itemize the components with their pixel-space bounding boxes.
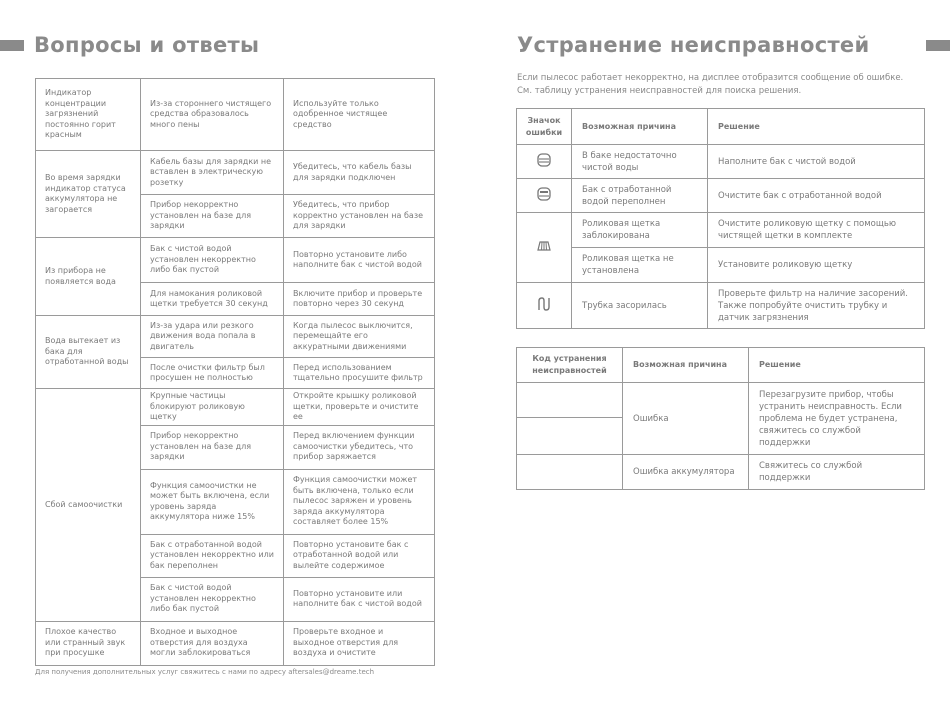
header-code: Код устранения неисправностей	[517, 348, 623, 383]
header-cause: Возможная причина	[572, 109, 708, 145]
faq-cause: Прибор некорректно установлен на базе для зарядки	[141, 425, 284, 469]
faq-symptom: Вода вытекает из бака для отработанной воды	[36, 316, 141, 389]
faq-solution: Откройте крышку роликовой щетки, проверьте и очистите ее	[284, 389, 435, 426]
faq-cause: Из-за удара или резкого движения вода попала в двигатель	[141, 316, 284, 358]
faq-solution: Используйте только одобренное чистящее средство	[284, 79, 435, 151]
table-row	[36, 151, 435, 195]
faq-cause: Бак с чистой водой установлен некорректно либо бак пустой	[141, 238, 284, 283]
faq-symptom: Плохое качество или странный звук при просушке	[36, 621, 141, 665]
table-row	[517, 179, 925, 213]
faq-solution: Убедитесь, что кабель базы для зарядки подключен	[284, 151, 435, 195]
error-cause: Ошибка аккумулятора	[623, 455, 749, 490]
header-icon: Значок ошибки	[517, 109, 572, 145]
intro-text: Если пылесос работает некорректно, на дисплее отобразится сообщение об ошибке. См. таблицу устранения неисправностей для поиска решения.	[517, 73, 904, 96]
table-row	[36, 79, 435, 151]
faq-cause: Из-за стороннего чистящего средства образовалось много пены	[141, 79, 284, 151]
faq-solution: Перед включением функции самоочистки убедитесь, что прибор заряжается	[284, 425, 435, 469]
faq-symptom: Из прибора не появляется вода	[36, 238, 141, 316]
table-header-row	[517, 348, 925, 383]
faq-solution: Когда пылесос выключится, перемещайте его аккуратными движениями	[284, 316, 435, 358]
table-row	[36, 238, 435, 283]
roller-brush-icon	[517, 213, 572, 283]
faq-symptom: Сбой самоочистки	[36, 389, 141, 622]
faq-solution: Повторно установите или наполните бак с чистой водой	[284, 577, 435, 621]
faq-title: Вопросы и ответы	[34, 33, 260, 57]
header-solution: Решение	[708, 109, 925, 145]
error-cause: В баке недостаточно чистой воды	[572, 145, 708, 179]
clean-tank-icon	[517, 145, 572, 179]
error-solution: Установите роликовую щетку	[708, 248, 925, 283]
error-icon-table	[516, 108, 925, 329]
error-cause: Ошибка	[623, 383, 749, 455]
error-solution: Проверьте фильтр на наличие засорений. Также попробуйте очистить трубку и датчик загрязнения	[708, 283, 925, 329]
header-solution: Решение	[749, 348, 925, 383]
error-cause: Бак с отработанной водой переполнен	[572, 179, 708, 213]
table-row	[517, 145, 925, 179]
faq-cause: После очистки фильтр был просушен не полностью	[141, 358, 284, 389]
table-row	[517, 283, 925, 329]
faq-cause: Крупные частицы блокируют роликовую щетку	[141, 389, 284, 426]
header-cause: Возможная причина	[623, 348, 749, 383]
pipe-icon	[517, 283, 572, 329]
faq-solution: Повторно установите либо наполните бак с чистой водой	[284, 238, 435, 283]
error-solution: Очистите бак с отработанной водой	[708, 179, 925, 213]
table-row	[36, 389, 435, 426]
faq-cause: Входное и выходное отверстия для воздуха могли заблокироваться	[141, 621, 284, 665]
faq-cause: Бак с отработанной водой установлен некорректно или бак переполнен	[141, 534, 284, 577]
faq-solution: Функция самоочистки может быть включена, только если пылесос заряжен и уровень заряда аккумулятора составляет более 15%	[284, 469, 435, 534]
error-code-table	[516, 347, 925, 490]
table-row	[517, 455, 925, 490]
error-cause: Роликовая щетка заблокирована	[572, 213, 708, 248]
error-code-cell	[517, 455, 623, 490]
faq-symptom: Индикатор концентрации загрязнений постоянно горит красным	[36, 79, 141, 151]
error-code-cell	[517, 383, 623, 418]
faq-solution: Включите прибор и проверьте повторно через 30 секунд	[284, 283, 435, 316]
table-header-row	[517, 109, 925, 145]
error-solution: Свяжитесь со службой поддержки	[749, 455, 925, 490]
faq-table	[35, 78, 435, 666]
error-solution: Наполните бак с чистой водой	[708, 145, 925, 179]
faq-cause: Кабель базы для зарядки не вставлен в электрическую розетку	[141, 151, 284, 195]
dirty-tank-icon	[517, 179, 572, 213]
error-solution: Перезагрузите прибор, чтобы устранить неисправность. Если проблема не будет устранена, свяжитесь со службой поддержки	[749, 383, 925, 455]
faq-solution: Перед использованием тщательно просушите фильтр	[284, 358, 435, 389]
table-row	[36, 621, 435, 665]
faq-solution: Проверьте входное и выходное отверстия для воздуха и очистите	[284, 621, 435, 665]
section-marker-right	[926, 40, 950, 51]
error-code-cell	[517, 418, 623, 455]
table-row	[517, 383, 925, 418]
table-row	[36, 316, 435, 358]
faq-cause: Прибор некорректно установлен на базе для зарядки	[141, 195, 284, 238]
faq-symptom: Во время зарядки индикатор статуса аккумулятора не загорается	[36, 151, 141, 238]
faq-solution: Убедитесь, что прибор корректно установлен на базе для зарядки	[284, 195, 435, 238]
table-row	[517, 213, 925, 248]
error-cause: Роликовая щетка не установлена	[572, 248, 708, 283]
footnote: Для получения дополнительных услуг свяжитесь с нами по адресу aftersales@dreame.tech	[35, 668, 375, 676]
section-marker-left	[0, 40, 24, 51]
faq-cause: Бак с чистой водой установлен некорректно либо бак пустой	[141, 577, 284, 621]
faq-solution: Повторно установите бак с отработанной водой или вылейте содержимое	[284, 534, 435, 577]
faq-cause: Функция самоочистки не может быть включена, если уровень заряда аккумулятора ниже 15%	[141, 469, 284, 534]
error-solution: Очистите роликовую щетку с помощью чистящей щетки в комплекте	[708, 213, 925, 248]
faq-cause: Для намокания роликовой щетки требуется 30 секунд	[141, 283, 284, 316]
table-row	[517, 248, 925, 283]
troubleshooting-title: Устранение неисправностей	[517, 33, 870, 57]
error-cause: Трубка засорилась	[572, 283, 708, 329]
